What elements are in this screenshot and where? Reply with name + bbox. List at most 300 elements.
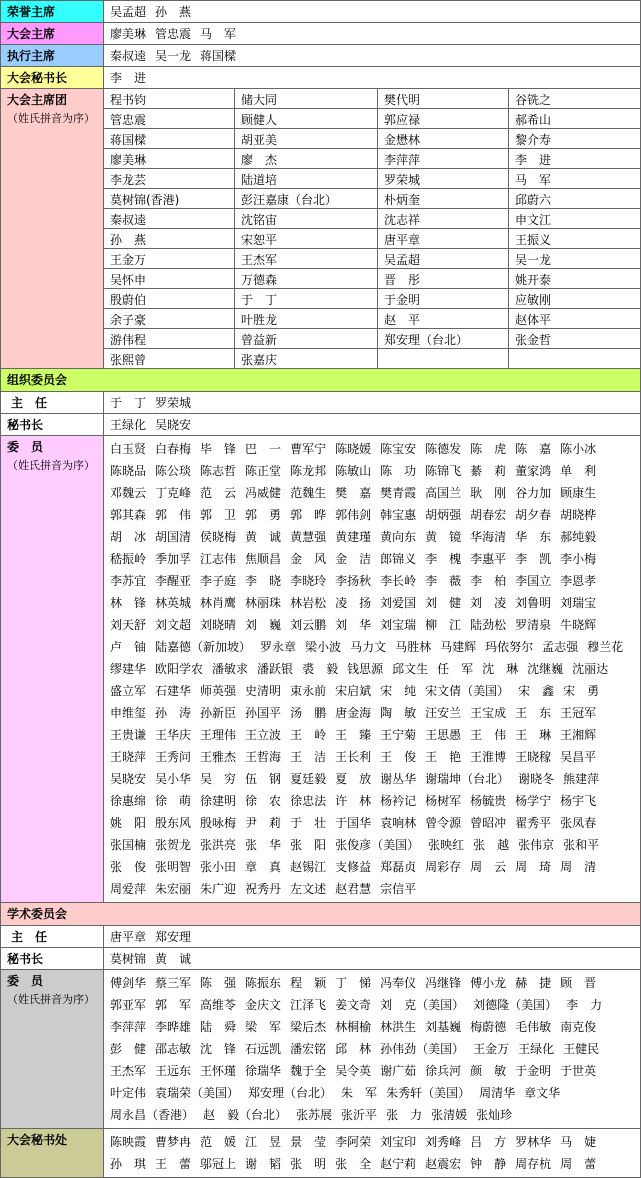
org-members-row — [1, 436, 641, 903]
person-name: 王秀问 — [155, 750, 192, 764]
presidium-member: 郝希山 — [509, 109, 641, 129]
person-name: 梁 军 — [245, 1020, 282, 1034]
person-name: 袁响林 — [380, 816, 417, 830]
person-name: 谢 韬 — [245, 1157, 282, 1171]
person-name: 张苏展 — [296, 1108, 333, 1122]
person-name: 姜文奇 — [335, 998, 372, 1012]
presidium-member: 李萍萍 — [378, 149, 509, 169]
person-name: 欧阳学农 — [155, 662, 204, 676]
presidium-row — [1, 89, 641, 369]
person-name: 王 臻 — [335, 728, 372, 742]
person-name: 南克俊 — [560, 1020, 597, 1034]
person-name: 林桐榆 — [335, 1020, 372, 1034]
person-name: 赵君慧 — [335, 882, 372, 896]
person-name: 刘宝印 — [380, 1135, 417, 1149]
congress-chair-label: 大会主席 — [1, 23, 104, 44]
person-name: 梅蔚德 — [470, 1020, 507, 1034]
person-name: 吕 方 — [470, 1135, 507, 1149]
person-name: 宗信平 — [380, 882, 417, 896]
person-name: 白玉贤 — [110, 442, 147, 456]
person-name: 焦顺昌 — [245, 552, 282, 566]
person-name: 束永前 — [290, 684, 327, 698]
person-name: 吴孟超 — [110, 5, 147, 19]
person-name: 李 柏 — [470, 574, 507, 588]
person-name: 陈 强 — [200, 976, 237, 990]
person-name: 钟 静 — [470, 1157, 507, 1171]
person-name: 潘跃银 — [257, 662, 294, 676]
person-name: 卢 铀 — [110, 640, 147, 654]
presidium-member: 于 丁 — [235, 289, 378, 309]
person-name: 沈 锋 — [200, 1042, 237, 1056]
presidium-member: 谷铣之 — [509, 89, 641, 109]
academic-secretary-row — [1, 948, 641, 970]
person-name: 尹 莉 — [245, 816, 282, 830]
person-name: 于金明 — [515, 1064, 552, 1078]
person-name: 胡国清 — [155, 530, 192, 544]
person-name: 左文述 — [290, 882, 327, 896]
person-name: 陈志哲 — [200, 464, 237, 478]
person-name: 吴一龙 — [155, 49, 192, 63]
presidium-member: 廖 杰 — [235, 149, 378, 169]
person-name: 董家鸿 — [515, 464, 552, 478]
presidium-member: 王振义 — [509, 229, 641, 249]
person-name: 宋启斌 — [335, 684, 372, 698]
person-name: 李惠平 — [470, 552, 507, 566]
presidium-member: 吴一龙 — [509, 249, 641, 269]
person-name: 王理伟 — [200, 728, 237, 742]
person-name: 李子庭 — [200, 574, 237, 588]
person-name: 吴 穷 — [200, 772, 237, 786]
person-name: 刘天舒 — [110, 618, 147, 632]
person-name: 王 俊 — [380, 750, 417, 764]
person-name: 王 东 — [515, 706, 552, 720]
person-name: 殷东风 — [155, 816, 192, 830]
person-name: 谢瑞坤（台北） — [425, 772, 510, 786]
presidium-member: 陆道培 — [235, 169, 378, 189]
person-name: 黄 诚 — [155, 952, 192, 966]
presidium-member: 于金明 — [378, 289, 509, 309]
presidium-member: 李 进 — [509, 149, 641, 169]
person-name: 于 丁 — [110, 396, 147, 410]
person-name: 王 洁 — [290, 750, 327, 764]
person-name: 张和平 — [563, 838, 600, 852]
presidium-member: 李龙芸 — [104, 169, 235, 189]
person-name: 刘 巍 — [245, 618, 282, 632]
person-name: 陈宝安 — [380, 442, 417, 456]
person-name: 陈振东 — [245, 976, 282, 990]
academic-director-row — [1, 926, 641, 948]
person-name: 廖美琳 — [110, 27, 147, 41]
person-name: 白春梅 — [155, 442, 192, 456]
presidium-member: 万德森 — [235, 269, 378, 289]
person-name: 魏于全 — [290, 1064, 327, 1078]
person-name: 刘 克（美国） — [380, 998, 465, 1012]
person-name: 梁小波 — [305, 640, 342, 654]
congress-chair-names — [104, 23, 641, 44]
person-name: 孙 燕 — [155, 5, 192, 19]
person-name: 王 蕾 — [155, 1157, 192, 1171]
person-name: 杨衿记 — [380, 794, 417, 808]
person-name: 伍 钢 — [245, 772, 282, 786]
person-name: 侯晓梅 — [200, 530, 237, 544]
person-name: 王 岭 — [290, 728, 327, 742]
executive-chair-label: 执行主席 — [1, 45, 104, 66]
executive-chair-names — [104, 45, 641, 66]
congress-secretary-row — [1, 67, 641, 89]
person-name: 李 进 — [110, 71, 147, 85]
person-name: 冯继锋 — [425, 976, 462, 990]
presidium-member: 郑安理（台北） — [378, 329, 509, 349]
person-name: 宋 勇 — [563, 684, 600, 698]
presidium-member: 张熙曾 — [104, 349, 235, 369]
person-name: 金 风 — [290, 552, 327, 566]
person-name: 胡夕春 — [515, 508, 552, 522]
person-name: 王思愚 — [425, 728, 462, 742]
person-name: 支修益 — [335, 860, 372, 874]
person-name: 张 力 — [386, 1108, 423, 1122]
person-name: 刘 健 — [425, 596, 462, 610]
person-name: 李 晓 — [245, 574, 282, 588]
person-name: 朱 军 — [341, 1086, 378, 1100]
person-name: 师英强 — [200, 684, 237, 698]
person-name: 章 真 — [245, 860, 282, 874]
person-name: 陈 嘉 — [515, 442, 552, 456]
person-name: 张凤春 — [560, 816, 597, 830]
person-name: 马力文 — [350, 640, 387, 654]
person-name: 李晓玲 — [290, 574, 327, 588]
person-name: 吴令英 — [335, 1064, 372, 1078]
presidium-member: 程书钧 — [104, 89, 235, 109]
person-name: 吴小华 — [155, 772, 192, 786]
presidium-member: 王金万 — [104, 249, 235, 269]
person-name: 曹梦冉 — [155, 1135, 192, 1149]
person-name: 叶定伟 — [110, 1086, 147, 1100]
person-name: 夏廷毅 — [290, 772, 327, 786]
person-name: 邓魏云 — [110, 486, 147, 500]
person-name: 郑安理（台北） — [248, 1086, 333, 1100]
person-name: 王杰军 — [110, 1064, 147, 1078]
person-name: 刘德隆（美国） — [473, 998, 558, 1012]
congress-secretary-label: 大会秘书长 — [1, 67, 104, 88]
person-name: 胡 冰 — [110, 530, 147, 544]
person-name: 郭 军 — [155, 998, 192, 1012]
presidium-title: 大会主席团 — [7, 93, 68, 107]
person-name: 刘瑞宝 — [560, 596, 597, 610]
person-name: 傅小龙 — [470, 976, 507, 990]
person-name: 韩宝惠 — [380, 508, 417, 522]
person-name: 陈公琰 — [155, 464, 192, 478]
person-name: 邵志敏 — [155, 1042, 192, 1056]
secretariat-names — [104, 1129, 641, 1177]
presidium-member: 朴炳奎 — [378, 189, 509, 209]
presidium-member: 胡亚美 — [235, 129, 378, 149]
person-name: 王哲海 — [245, 750, 282, 764]
presidium-member: 顾健人 — [235, 109, 378, 129]
person-name: 杨宇飞 — [560, 794, 597, 808]
secretariat-label: 大会秘书处 — [1, 1129, 104, 1177]
person-name: 王淮博 — [470, 750, 507, 764]
person-name: 罗永章 — [260, 640, 297, 654]
person-name: 邱文生 — [392, 662, 429, 676]
person-name: 黄 诚 — [245, 530, 282, 544]
person-name: 赵震宏 — [425, 1157, 462, 1171]
person-name: 罗荣城 — [155, 396, 192, 410]
person-name: 陈映霞 — [110, 1135, 147, 1149]
presidium-member: 晋 彤 — [378, 269, 509, 289]
person-name: 杨学宁 — [515, 794, 552, 808]
person-name: 秦叔逵 — [110, 49, 147, 63]
person-name: 陈 虎 — [470, 442, 507, 456]
person-name: 陈锦飞 — [425, 464, 462, 478]
person-name: 沈 琳 — [482, 662, 519, 676]
person-name: 张 俊 — [110, 860, 147, 874]
person-name: 徐 农 — [245, 794, 282, 808]
person-name: 任 军 — [437, 662, 474, 676]
person-name: 林岩松 — [290, 596, 327, 610]
person-name: 刘云鹏 — [290, 618, 327, 632]
person-name: 王金万 — [473, 1042, 510, 1056]
presidium-member: 吴怀申 — [104, 269, 235, 289]
person-name: 谢晓冬 — [518, 772, 555, 786]
person-name: 于 壮 — [290, 816, 327, 830]
person-name: 陈正堂 — [245, 464, 282, 478]
org-members-sort-note: （姓氏拼音为序） — [7, 459, 95, 472]
person-name: 柳 江 — [425, 618, 462, 632]
person-name: 郭 晔 — [290, 508, 327, 522]
person-name: 翟秀平 — [515, 816, 552, 830]
person-name: 郎锦义 — [380, 552, 417, 566]
person-name: 刘爱国 — [380, 596, 417, 610]
person-name: 江泽飞 — [290, 998, 327, 1012]
presidium-member: 余子豪 — [104, 309, 235, 329]
person-name: 周爱萍 — [110, 882, 147, 896]
person-name: 陈晓媛 — [335, 442, 372, 456]
presidium-member: 申文江 — [509, 209, 641, 229]
presidium-member: 马 军 — [509, 169, 641, 189]
academic-director-names — [104, 926, 641, 947]
person-name: 樊青霞 — [380, 486, 417, 500]
person-name: 莫树锦 — [110, 952, 147, 966]
org-secretary-label: 秘书长 — [1, 414, 104, 435]
org-secretary-row — [1, 414, 641, 436]
secretariat-row — [1, 1129, 641, 1178]
org-members-label — [1, 436, 104, 902]
person-name: 陈德发 — [425, 442, 462, 456]
person-name: 周 清 — [560, 860, 597, 874]
person-name: 凌 扬 — [335, 596, 372, 610]
presidium-sort-note: （姓氏拼音为序） — [7, 112, 95, 125]
person-name: 范 云 — [200, 486, 237, 500]
person-name: 李小梅 — [560, 552, 597, 566]
presidium-member: 唐平章 — [378, 229, 509, 249]
presidium-member — [509, 349, 641, 369]
person-name: 冯威健 — [245, 486, 282, 500]
person-name: 王冠军 — [560, 706, 597, 720]
person-name: 裘 毅 — [302, 662, 339, 676]
person-name: 徐忠法 — [290, 794, 327, 808]
person-name: 陆劲松 — [470, 618, 507, 632]
person-name: 邱 林 — [335, 1042, 372, 1056]
person-name: 周清华 — [479, 1086, 516, 1100]
person-name: 李醒亚 — [155, 574, 192, 588]
person-name: 杨毓贵 — [470, 794, 507, 808]
person-name: 王绿化 — [110, 418, 147, 432]
person-name: 罗清泉 — [515, 618, 552, 632]
person-name: 郭 伟 — [155, 508, 192, 522]
person-name: 孙国平 — [245, 706, 282, 720]
presidium-member: 管忠震 — [104, 109, 235, 129]
academic-secretary-names — [104, 948, 641, 969]
person-name: 史清明 — [245, 684, 282, 698]
person-name: 马 婕 — [560, 1135, 597, 1149]
person-name: 嵇振岭 — [110, 552, 147, 566]
presidium-member: 樊代明 — [378, 89, 509, 109]
person-name: 沈丽达 — [572, 662, 609, 676]
person-name: 唐平章 — [110, 930, 147, 944]
person-name: 綦 莉 — [470, 464, 507, 478]
presidium-member: 莫树锦(香港) — [104, 189, 235, 209]
person-name: 王雅杰 — [200, 750, 237, 764]
person-name: 朱宏丽 — [155, 882, 192, 896]
org-director-label: 主 任 — [1, 392, 104, 413]
congress-chair-row — [1, 23, 641, 45]
person-name: 陈 功 — [380, 464, 417, 478]
honorary-chair-names — [104, 1, 641, 22]
person-name: 冯奉仪 — [380, 976, 417, 990]
person-name: 林丽珠 — [245, 596, 282, 610]
person-name: 陆 舜 — [200, 1020, 237, 1034]
person-name: 吴晓安 — [155, 418, 192, 432]
presidium-member: 郭应禄 — [378, 109, 509, 129]
person-name: 林英城 — [155, 596, 192, 610]
person-name: 陈小冰 — [560, 442, 597, 456]
person-name: 张 全 — [335, 1157, 372, 1171]
person-name: 梁后杰 — [290, 1020, 327, 1034]
presidium-member: 游伟程 — [104, 329, 235, 349]
presidium-member: 廖美琳 — [104, 149, 235, 169]
presidium-member: 邱蔚六 — [509, 189, 641, 209]
person-name: 张 明 — [290, 1157, 327, 1171]
person-name: 李 槐 — [425, 552, 462, 566]
person-name: 徐惠绵 — [110, 794, 147, 808]
person-name: 王 伟 — [470, 728, 507, 742]
org-director-row — [1, 392, 641, 414]
presidium-member: 张金哲 — [509, 329, 641, 349]
person-name: 郭伟剑 — [335, 508, 372, 522]
person-name: 黄慧强 — [290, 530, 327, 544]
person-name: 张沂平 — [341, 1108, 378, 1122]
person-name: 许 林 — [335, 794, 372, 808]
person-name: 李晔雄 — [155, 1020, 192, 1034]
person-name: 周 琦 — [515, 860, 552, 874]
person-name: 丁 悌 — [335, 976, 372, 990]
person-name: 张俊彦（美国） — [335, 838, 420, 852]
person-name: 金 洁 — [335, 552, 372, 566]
person-name: 朱秀轩（美国） — [386, 1086, 471, 1100]
person-name: 姚 阳 — [110, 816, 147, 830]
person-name: 曾昭冲 — [470, 816, 507, 830]
person-name: 高国兰 — [425, 486, 462, 500]
person-name: 赵宁莉 — [380, 1157, 417, 1171]
person-name: 汤 鹏 — [290, 706, 327, 720]
person-name: 胡炳强 — [425, 508, 462, 522]
person-name: 刘鲁明 — [515, 596, 552, 610]
person-name: 李 薇 — [425, 574, 462, 588]
org-director-names — [104, 392, 641, 413]
presidium-member: 王杰军 — [235, 249, 378, 269]
presidium-member: 赵 平 — [378, 309, 509, 329]
person-name: 徐建明 — [200, 794, 237, 808]
person-name: 马 军 — [200, 27, 237, 41]
person-name: 申维玺 — [110, 706, 147, 720]
person-name: 管忠震 — [155, 27, 192, 41]
academic-members-names — [104, 970, 641, 1128]
person-name: 蔡三军 — [155, 976, 192, 990]
person-name: 毛伟敏 — [515, 1020, 552, 1034]
person-name: 陶 敏 — [380, 706, 417, 720]
person-name: 潘敏求 — [212, 662, 249, 676]
person-name: 罗林华 — [515, 1135, 552, 1149]
person-name: 牛晓辉 — [560, 618, 597, 632]
person-name: 景 莹 — [290, 1135, 327, 1149]
presidium-member: 秦叔逵 — [104, 209, 235, 229]
person-name: 王怀瑾 — [200, 1064, 237, 1078]
person-name: 王远东 — [155, 1064, 192, 1078]
person-name: 谢丛华 — [380, 772, 417, 786]
person-name: 范 媛 — [200, 1135, 237, 1149]
person-name: 刘 华 — [335, 618, 372, 632]
presidium-member: 张嘉庆 — [235, 349, 378, 369]
presidium-member: 叶胜龙 — [235, 309, 378, 329]
person-name: 张明智 — [155, 860, 192, 874]
academic-committee-heading: 学术委员会 — [1, 903, 641, 926]
person-name: 金庆文 — [245, 998, 282, 1012]
person-name: 林 锋 — [110, 596, 147, 610]
person-name: 顾 晋 — [560, 976, 597, 990]
person-name: 熊建萍 — [563, 772, 600, 786]
person-name: 王长利 — [335, 750, 372, 764]
person-name: 巴 一 — [245, 442, 282, 456]
academic-director-label: 主 任 — [1, 926, 104, 947]
person-name: 蒋国樑 — [200, 49, 237, 63]
person-name: 郭 卫 — [200, 508, 237, 522]
person-name: 李扬秋 — [335, 574, 372, 588]
person-name: 王 艳 — [425, 750, 462, 764]
person-name: 王健民 — [563, 1042, 600, 1056]
person-name: 王 琳 — [515, 728, 552, 742]
person-name: 王立波 — [245, 728, 282, 742]
person-name: 王晓稼 — [515, 750, 552, 764]
person-name: 陈敏山 — [335, 464, 372, 478]
person-name: 徐 萌 — [155, 794, 192, 808]
person-name: 潘宏铭 — [290, 1042, 327, 1056]
person-name: 黄向东 — [380, 530, 417, 544]
person-name: 李 力 — [566, 998, 603, 1012]
academic-members-label — [1, 970, 104, 1128]
person-name: 马胜林 — [395, 640, 432, 654]
presidium-member: 储大同 — [235, 89, 378, 109]
academic-members-title: 委 员 — [7, 974, 44, 988]
person-name: 李国立 — [515, 574, 552, 588]
person-name: 王绿化 — [518, 1042, 555, 1056]
person-name: 穆兰花 — [587, 640, 624, 654]
person-name: 郑磊贞 — [380, 860, 417, 874]
person-name: 周永昌（香港） — [110, 1108, 195, 1122]
person-name: 刘基巍 — [425, 1020, 462, 1034]
person-name: 吴昌平 — [560, 750, 597, 764]
person-name: 张清媛 — [431, 1108, 468, 1122]
person-name: 程 颖 — [290, 976, 327, 990]
